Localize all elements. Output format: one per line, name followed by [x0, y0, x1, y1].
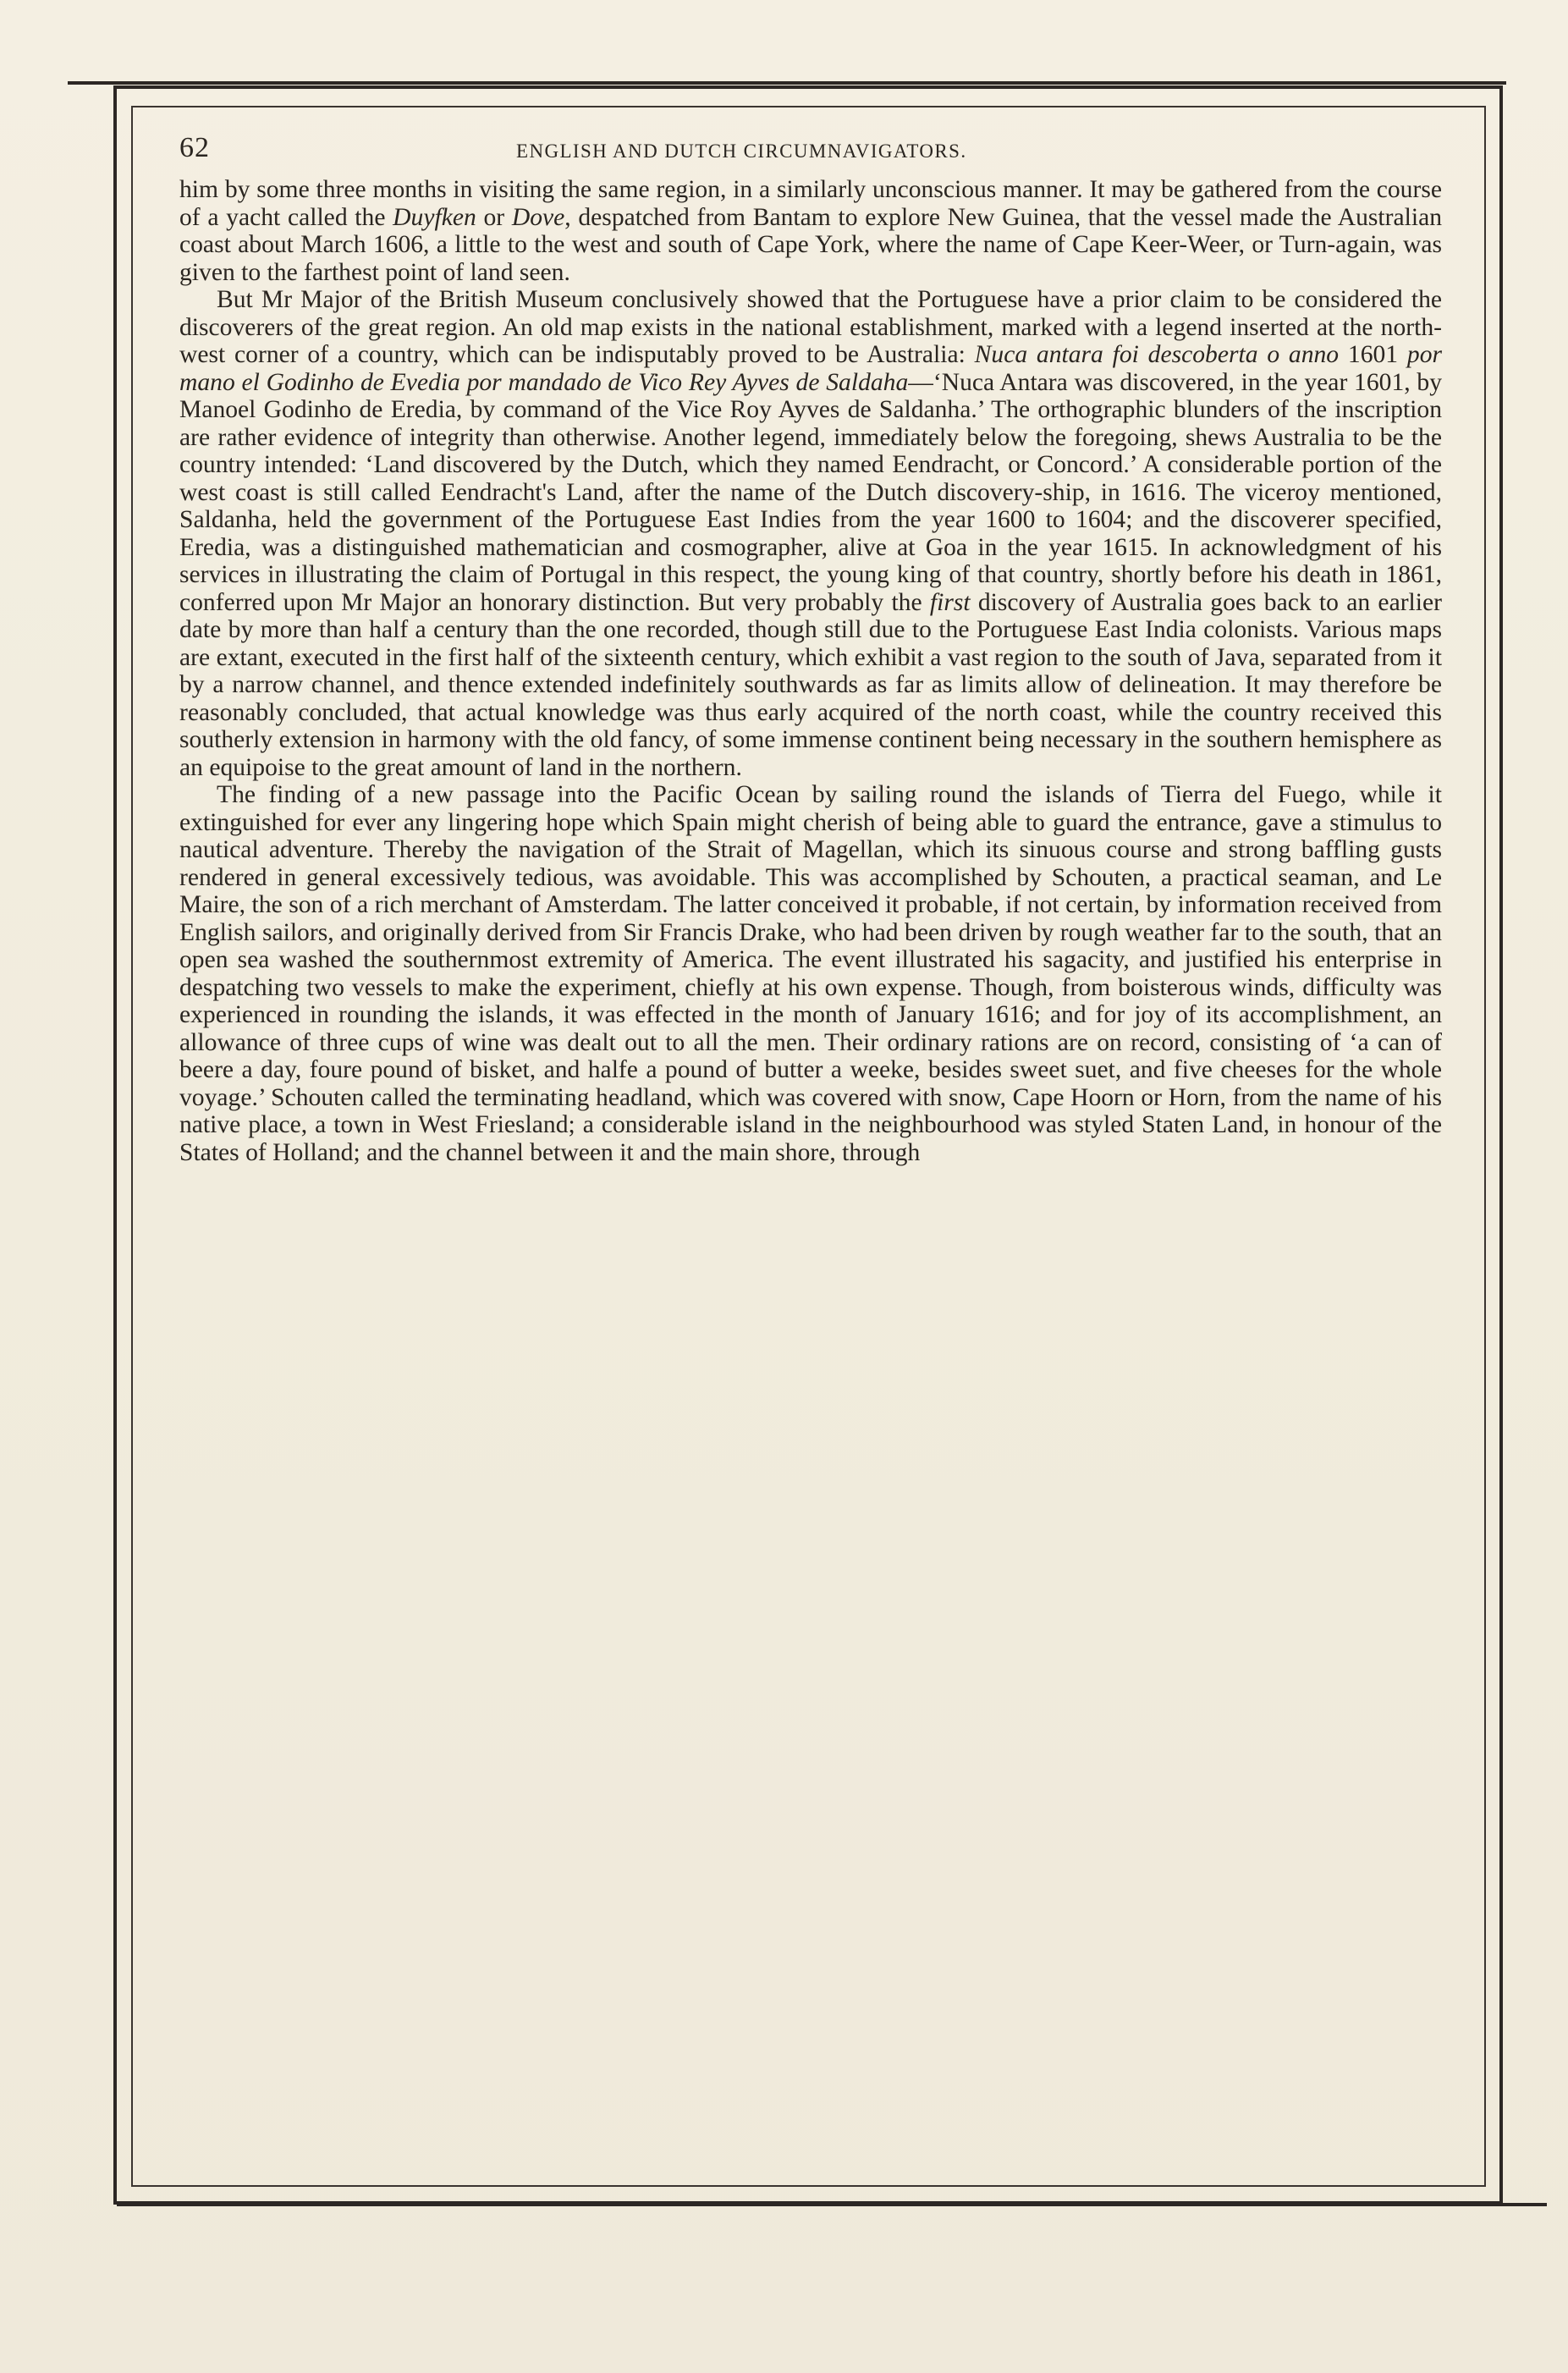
paragraph-2-text-4: discovery of Australia goes back to an earlier date by more than half a century than the one recorded, though still due to the Portuguese East India colonists. Various maps are extant, executed in the first half of the sixteenth century, which exhibit a vast region to the south of Java, separated from it by a narrow channel, and thence extended indefinitely southwards as far as limits allow of delineation. It may therefore be reasonably concluded, that actual knowledge was thus early acquired of the north coast, while the country received this southerly extension in harmony with the old fancy, of some immense continent being necessary in the southern hemisphere as an equipoise to the great amount of land in the northern.: [179, 588, 1442, 781]
map-legend-part-2: por mano el Godinho de Evedia por mandado de Vico Rey Ayves de Saldaha: [179, 341, 1443, 396]
ship-name-duyfken: Duyfken: [393, 203, 476, 231]
paragraph-1-text-2: or: [476, 203, 512, 231]
bottom-border-rule: [117, 2203, 1547, 2206]
paragraph-1-text-1: him by some three months in visiting the same region, in a similarly unconscious manner. It may be gathered from the course of a yacht called the: [179, 176, 1442, 231]
body-text: [179, 176, 1442, 1166]
paragraph-2: [179, 286, 1442, 781]
emphasis-first: first: [929, 588, 971, 616]
paragraph-1-text-3: , despatched from Bantam to explore New Guinea, that the vessel made the Australian coast about March 1606, a little to the west and south of Cape York, where the name of Cape Keer-Weer, or Turn-again, was given to the farthest point of land seen.: [179, 203, 1443, 286]
top-border-rule: [68, 81, 1506, 85]
page-header: [179, 132, 1442, 166]
paragraph-3: [179, 781, 1442, 1166]
paragraph-2-text-3: —‘Nuca Antara was discovered, in the year 1601, by Manoel Godinho de Eredia, by command of the Vice Roy Ayves de Saldanha.’ The orthographic blunders of the inscription are rather evidence of integrity than otherwise. Another legend, immediately below the foregoing, shews Australia to be the country intended: ‘Land discovered by the Dutch, which they named Eendracht, or Concord.’ A considerable portion of the west coast is still called Eendracht's Land, after the name of the Dutch discovery-ship, in 1616. The viceroy mentioned, Saldanha, held the government of the Portuguese East Indies from the year 1600 to 1604; and the discoverer specified, Eredia, was a distinguished mathematician and cosmographer, alive at Goa in the year 1615. In acknowledgment of his services in illustrating the claim of Portugal in this respect, the young king of that country, shortly before his death in 1861, conferred upon Mr Major an honorary distinction. But very probably the: [179, 368, 1443, 616]
page-number: 62: [179, 132, 210, 163]
map-legend-part-1: Nuca antara foi descoberta o anno: [974, 341, 1340, 368]
paragraph-1: [179, 176, 1442, 286]
paragraph-3-text-1: The finding of a new passage into the Pacific Ocean by sailing round the islands of Tierra del Fuego, while it extinguished for ever any lingering hope which Spain might cherish of being able to guard the entrance, gave a stimulus to nautical adventure. Thereby the navigation of the Strait of Magellan, which its sinuous course and strong baffling gusts rendered in general excessively tedious, was avoidable. This was accomplished by Schouten, a practical seaman, and Le Maire, the son of a rich merchant of Amsterdam. The latter conceived it probable, if not certain, by information received from English sailors, and originally derived from Sir Francis Drake, who had been driven by rough weather far to the south, that an open sea washed the southernmost extremity of America. The event illustrated his sagacity, and justified his enterprise in despatching two vessels to make the experiment, chiefly at his own expense. Though, from boisterous winds, difficulty was experienced in rounding the islands, it was effected in the month of January 1616; and for joy of its accomplishment, an allowance of three cups of wine was dealt out to all the men. Their ordinary rations are on record, consisting of ‘a can of beere a day, foure pound of bisket, and halfe a pound of butter a weeke, besides sweet suet, and five cheeses for the whole voyage.’ Schouten called the terminating headland, which was covered with snow, Cape Hoorn or Horn, from the name of his native place, a town in West Friesland; a considerable island in the neighbourhood was styled Staten Land, in honour of the States of Holland; and the channel between it and the main shore, through: [179, 781, 1442, 1166]
running-title: ENGLISH AND DUTCH CIRCUMNAVIGATORS.: [516, 140, 967, 162]
paragraph-2-text-1: But Mr Major of the British Museum conclusively showed that the Portuguese have a prior claim to be considered the discoverers of the great region. An old map exists in the national establishment, marked with a legend inserted at the north-west corner of a country, which can be indisputably proved to be Australia:: [179, 286, 1442, 368]
paragraph-2-text-2: 1601: [1339, 341, 1407, 368]
ship-name-dove: Dove: [511, 203, 565, 231]
